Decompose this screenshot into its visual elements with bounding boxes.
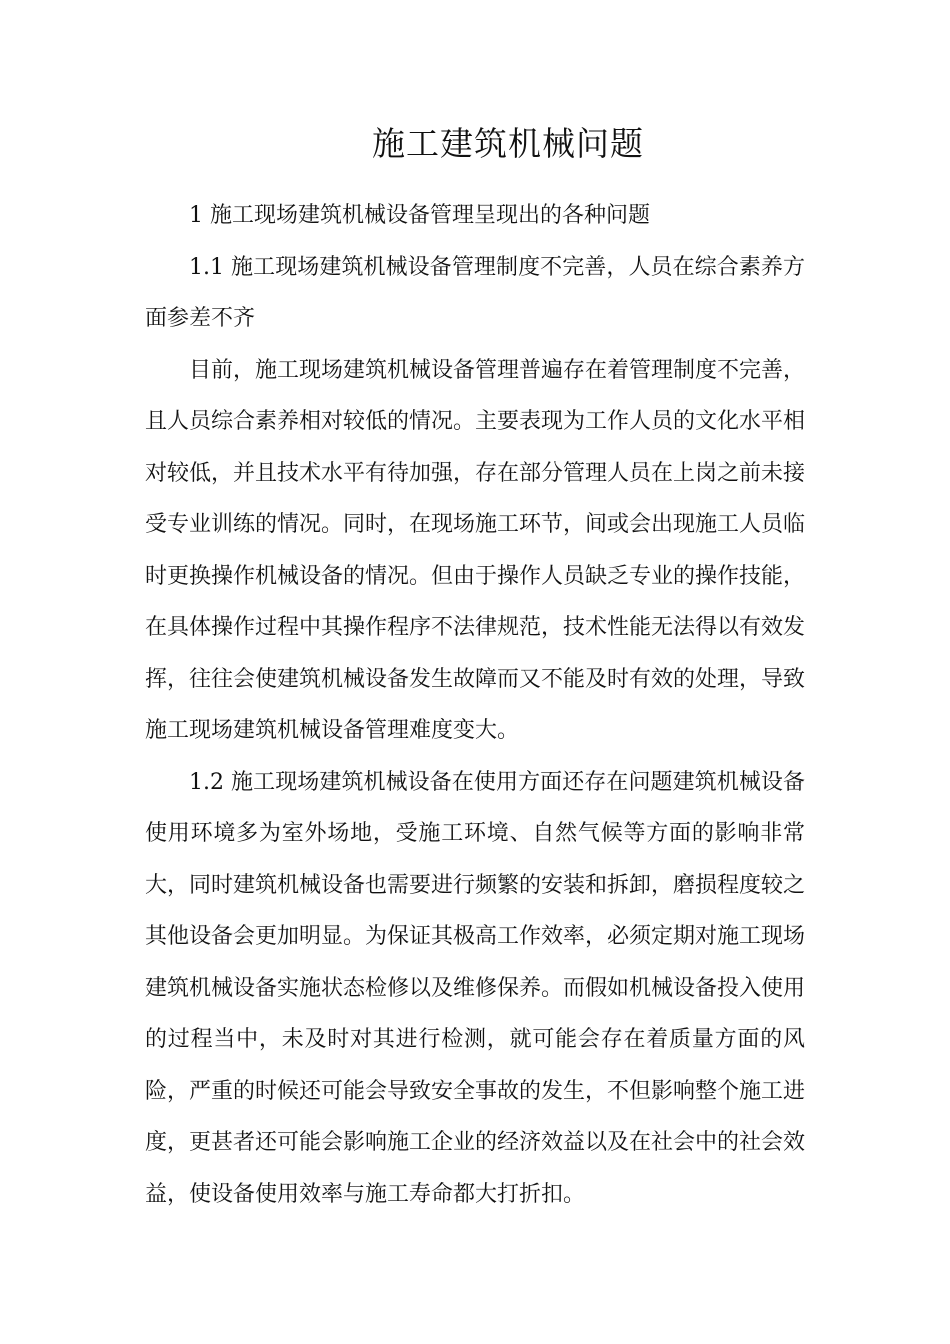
section-1-1-paragraph: 目前，施工现场建筑机械设备管理普遍存在着管理制度不完善，且人员综合素养相对较低的情况。主要表现为工作人员的文化水平相对较低，并且技术水平有待加强，存在部分管理人员在上岗之前未接受专业训练的情况。同时，在现场施工环节，间或会出现施工人员临时更换操作机械设备的情况。但由于操作人员缺乏专业的操作技能，在具体操作过程中其操作程序不法律规范，技术性能无法得以有效发挥，往往会使建筑机械设备发生故障而又不能及时有效的处理，导致施工现场建筑机械设备管理难度变大。 (145, 357, 806, 743)
section-1-2-paragraph: 1.2 施工现场建筑机械设备在使用方面还存在问题建筑机械设备使用环境多为室外场地，受施工环境、自然气候等方面的影响非常大，同时建筑机械设备也需要进行频繁的安装和拆卸，磨损程度较之其他设备会更加明显。为保证其极高工作效率，必须定期对施工现场建筑机械设备实施状态检修以及维修保养。而假如机械设备投入使用的过程当中，未及时对其进行检测，就可能会存在着质量方面的风险，严重的时候还可能会导致安全事故的发生，不但影响整个施工进度，更甚者还可能会影响施工企业的经济效益以及在社会中的社会效益，使设备使用效率与施工寿命都大打折扣。 (145, 769, 806, 1207)
section-1-1-heading: 1.1 施工现场建筑机械设备管理制度不完善，人员在综合素养方面参差不齐 (145, 254, 805, 331)
section-1-heading: 1 施工现场建筑机械设备管理呈现出的各种问题 (189, 203, 650, 228)
document-body (145, 190, 805, 1220)
document-title: 施工建筑机械问题 (372, 124, 644, 163)
